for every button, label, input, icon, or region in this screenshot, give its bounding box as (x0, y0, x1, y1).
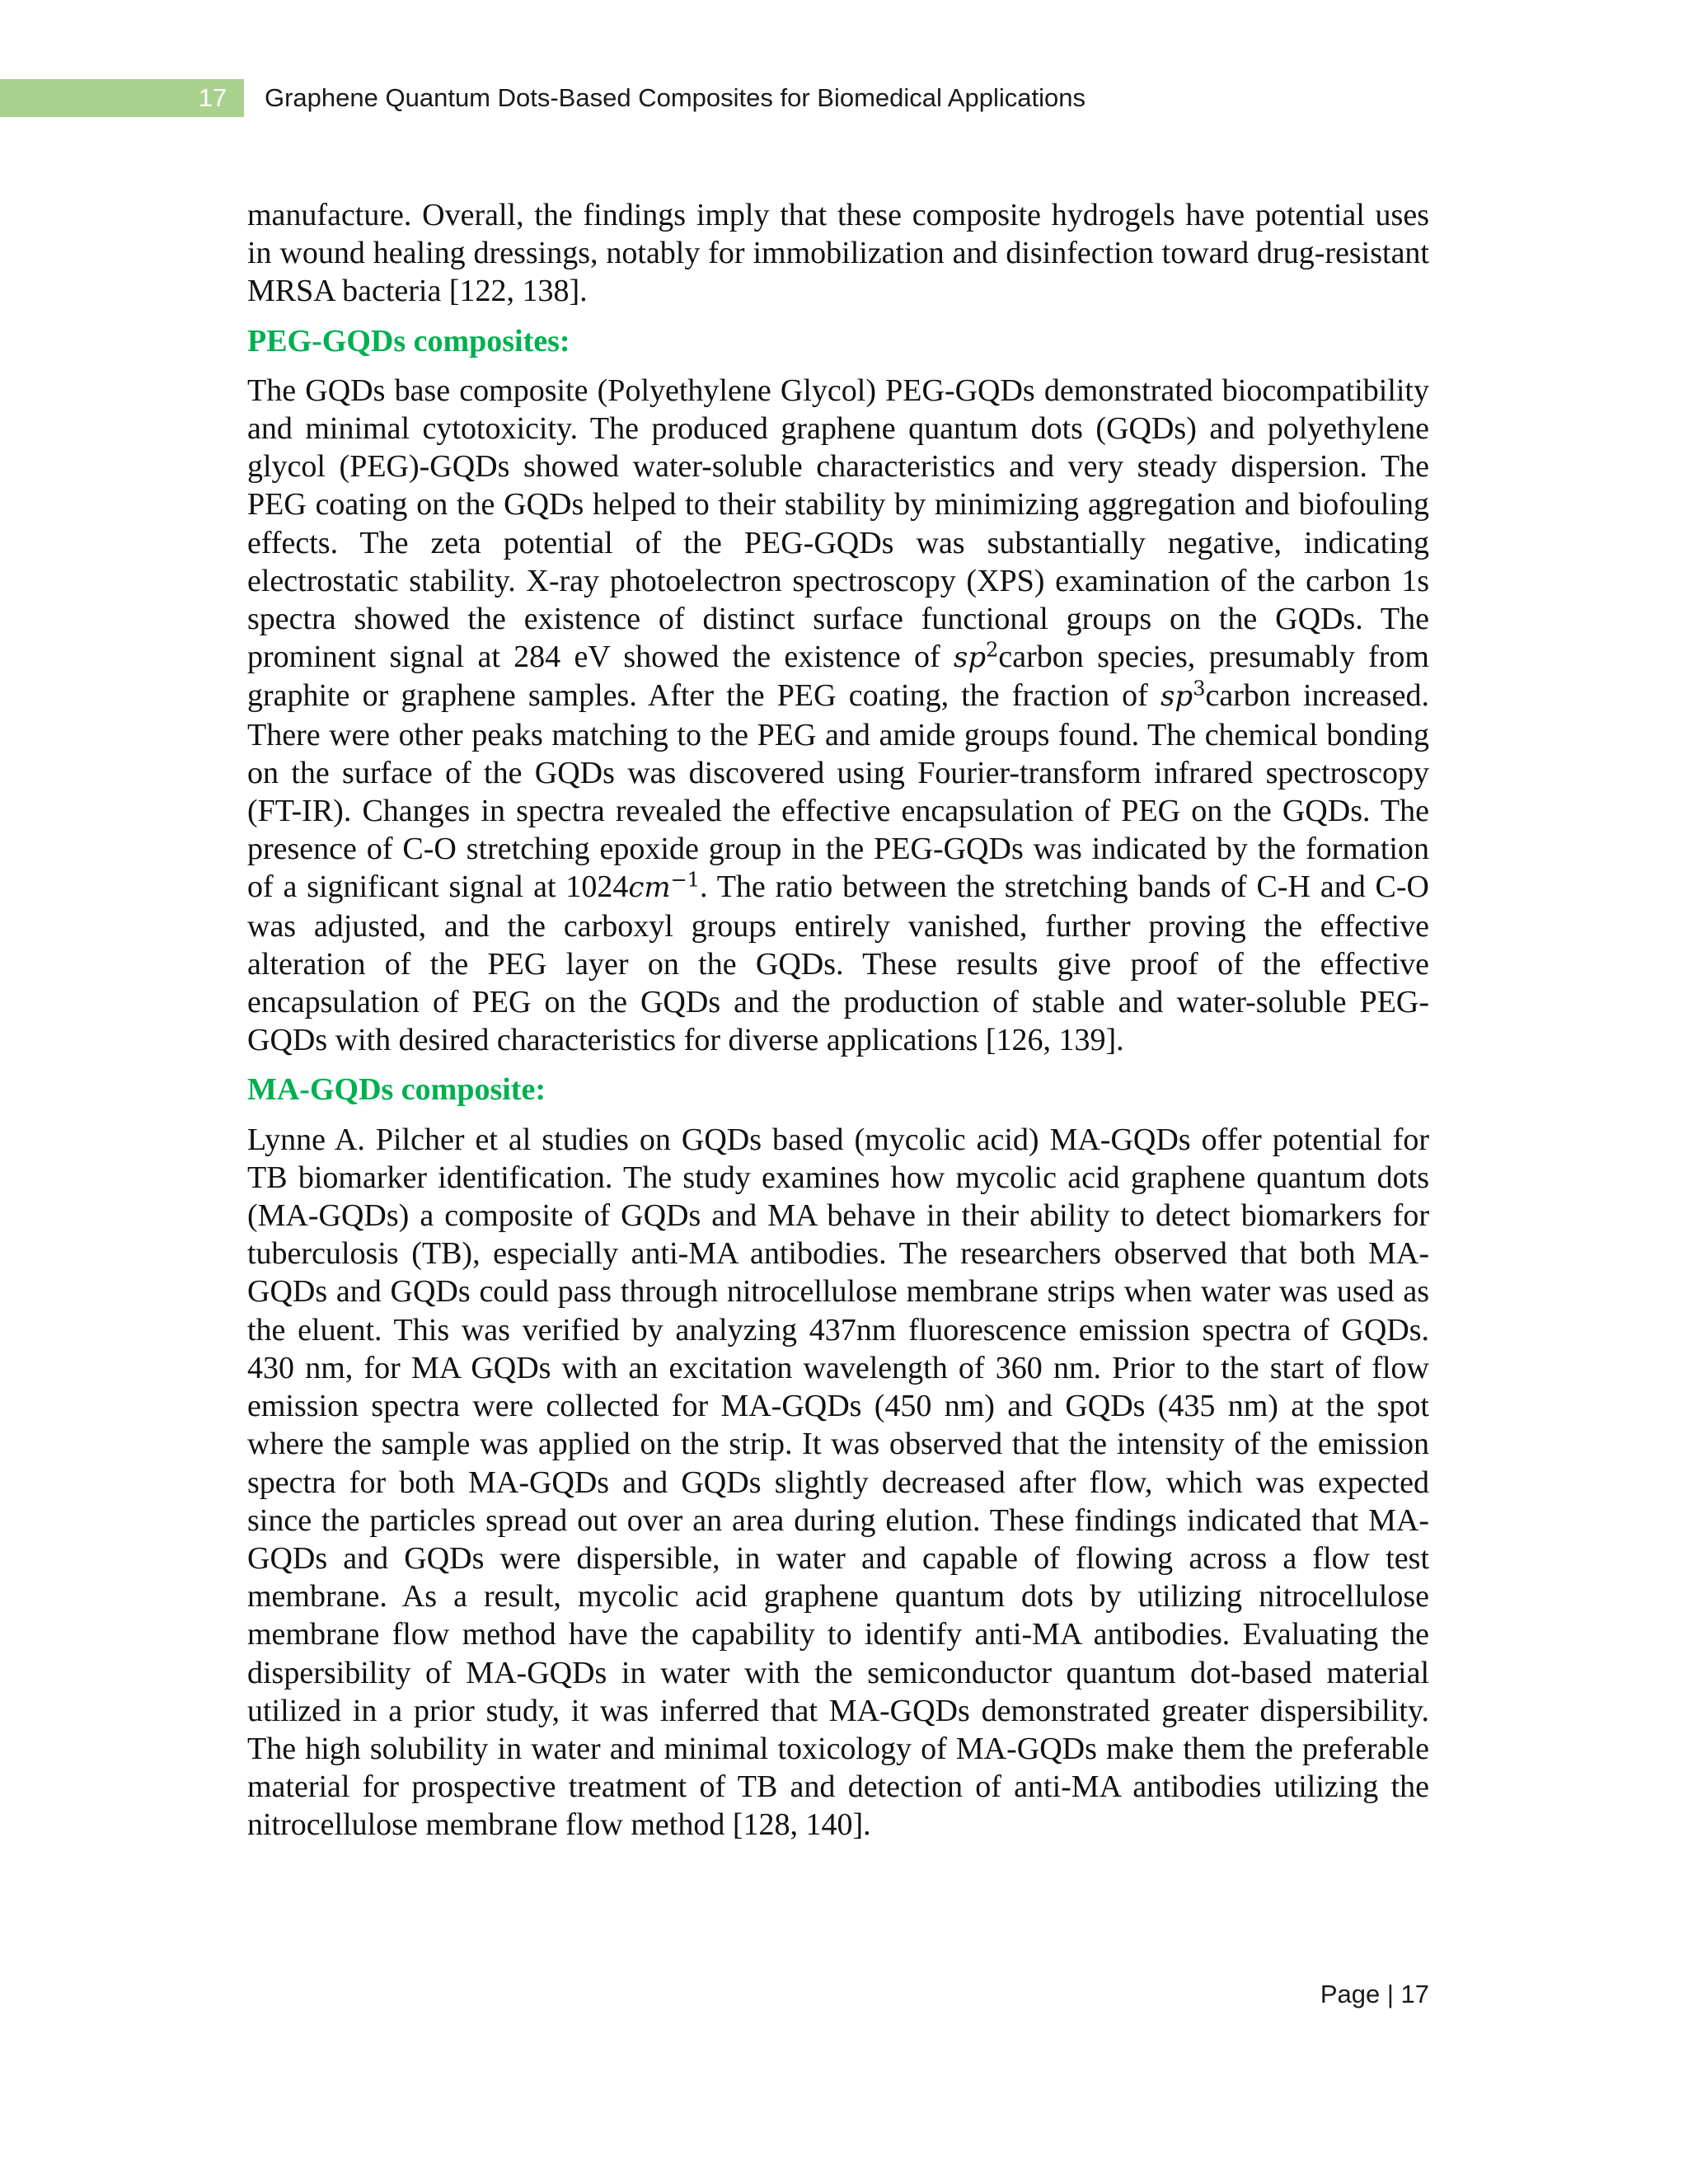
peg-section-paragraph (247, 372, 1429, 1060)
main-content (247, 196, 1429, 1844)
sp2-math: $sp^2$ (953, 638, 999, 675)
intro-paragraph: manufacture. Overall, the findings imply that these composite hydrogels have potential uses in wound healing dressings, notably for immobilization and disinfection toward drug-resistant MRSA bacteria [122, 138]. (247, 198, 1429, 309)
peg-text-part-1: The GQDs base composite (Polyethylene Glycol) PEG-GQDs demonstrated biocompatibility and minimal cytotoxicity. The produced graphene quantum dots (GQDs) and polyethylene glycol (PEG)-GQDs showed water-soluble characteristics and very steady dispersion. The PEG coating on the GQDs helped to their stability by minimizing aggregation and biofouling effects. The zeta potential of the PEG-GQDs was substantially negative, indicating electrostatic stability. X-ray photoelectron spectroscopy (XPS) examination of the carbon 1s spectra showed the existence of distinct surface functional groups on the GQDs. The prominent signal at 284 eV showed the existence of (247, 373, 1429, 675)
ma-section-heading: MA-GQDs composite: (247, 1072, 546, 1108)
header-page-number: 17 (198, 83, 227, 112)
sp3-math: $sp^3$ (1160, 677, 1206, 714)
page-footer-label: Page | 17 (1320, 1980, 1429, 2008)
peg-section-heading: PEG-GQDs composites: (247, 323, 570, 359)
peg-text-part-2: carbon species, presumably from graphite or graphene samples. After the PEG coating, the fraction of (247, 640, 1429, 714)
peg-text-part-4: . The ratio between the stretching bands of C-H and C-O was adjusted, and the carboxyl groups entirely vanished, further proving the effective alteration of the PEG layer on the GQDs. These results give proof of the effective encapsulation of PEG on the GQDs and the production of stable and water-soluble PEG-GQDs with desired characteristics for diverse applications [126, 139]. (247, 869, 1429, 1058)
wavenumber-unit-math: $cm^{-1}$ (628, 869, 701, 905)
ma-section-paragraph: Lynne A. Pilcher et al studies on GQDs based (mycolic acid) MA-GQDs offer potential for TB biomarker identification. The study examines how mycolic acid graphene quantum dots (MA-GQDs) a composite of GQDs and MA behave in their ability to detect biomarkers for tuberculosis (TB), especially anti-MA antibodies. The researchers observed that both MA-GQDs and GQDs could pass through nitrocellulose membrane strips when water was used as the eluent. This was verified by analyzing 437nm fluorescence emission spectra of GQDs. 430 nm, for MA GQDs with an excitation wavelength of 360 nm. Prior to the start of flow emission spectra were collected for MA-GQDs (450 nm) and GQDs (435 nm) at the spot where the sample was applied on the strip. It was observed that the intensity of the emission spectra for both MA-GQDs and GQDs slightly decreased after flow, which was expected since the particles spread out over an area during elution. These findings indicated that MA-GQDs and GQDs were dispersible, in water and capable of flowing across a flow test membrane. As a result, mycolic acid graphene quantum dots by utilizing nitrocellulose membrane flow method have the capability to identify anti-MA antibodies. Evaluating the dispersibility of MA-GQDs in water with the semiconductor quantum dot-based material utilized in a prior study, it was inferred that MA-GQDs demonstrated greater dispersibility. The high solubility in water and minimal toxicology of MA-GQDs make them the preferable material for prospective treatment of TB and detection of anti-MA antibodies utilizing the nitrocellulose membrane flow method [128, 140]. (247, 1122, 1429, 1843)
peg-text-part-3: carbon increased. There were other peaks matching to the PEG and amide groups found. The chemical bonding on the surface of the GQDs was discovered using Fourier-transform infrared spectroscopy (FT-IR). Changes in spectra revealed the effective encapsulation of PEG on the GQDs. The presence of C-O stretching epoxide group in the PEG-GQDs was indicated by the formation of a significant signal at 1024 (247, 678, 1429, 905)
running-header-title: Graphene Quantum Dots-Based Composites for Biomedical Applications (265, 83, 1085, 112)
